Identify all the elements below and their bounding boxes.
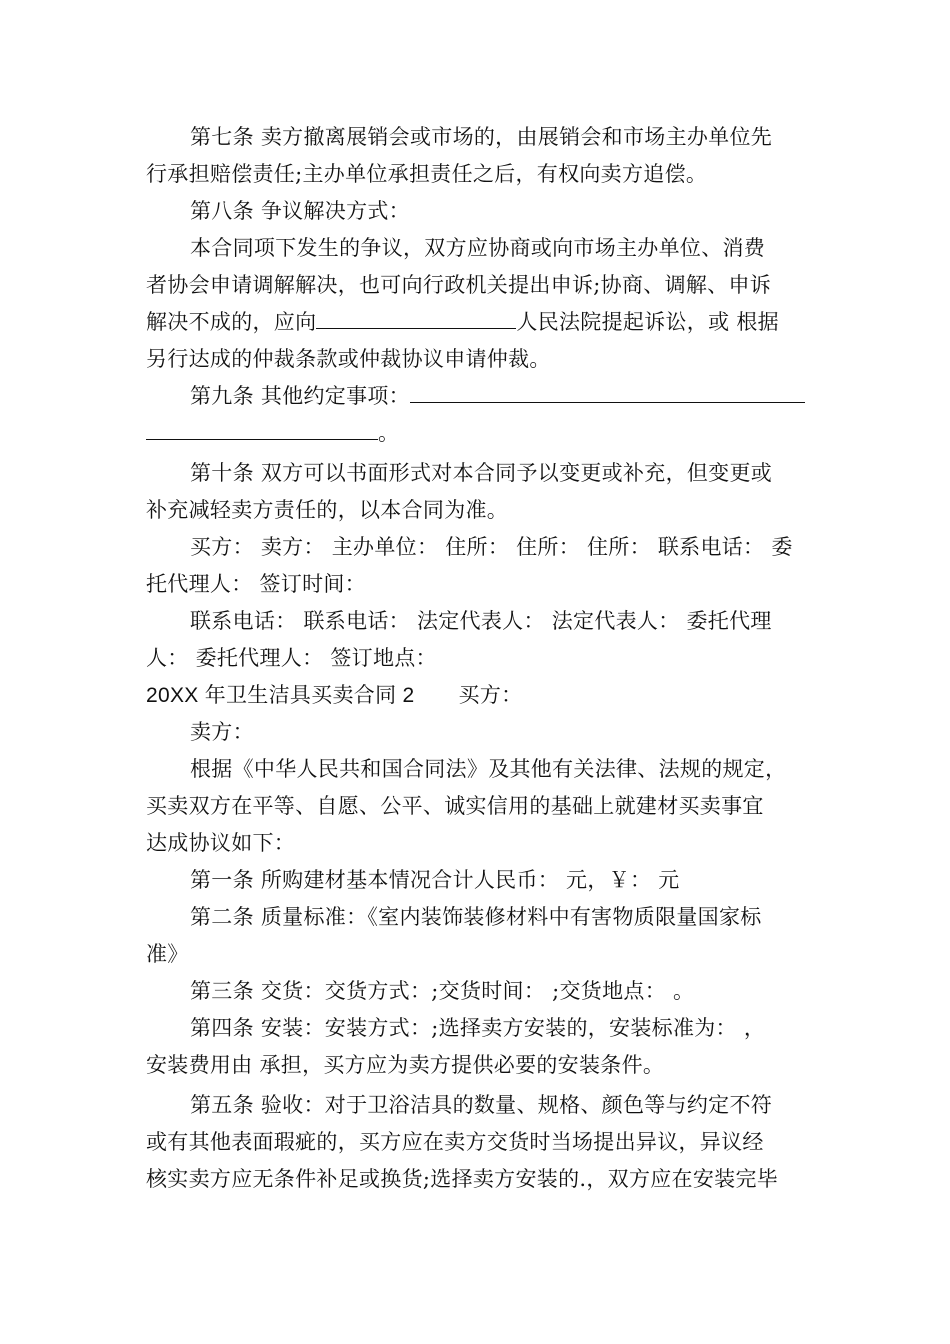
paragraph-line: 或有其他表面瑕疵的，买方应在卖方交货时当场提出异议，异议经: [146, 1130, 764, 1154]
paragraph-line: 行承担赔偿责任;主办单位承担责任之后，有权向卖方追偿。: [146, 162, 708, 186]
paragraph-line-with-blank: [146, 418, 399, 448]
paragraph-line: 者协会申请调解解决，也可向行政机关提出申诉;协商、调解、申诉: [146, 273, 772, 297]
paragraph-line: 第一条 所购建材基本情况合计人民币： 元，￥： 元: [190, 868, 680, 892]
line-text: 第九条 其他约定事项：: [190, 384, 410, 408]
paragraph-line: 补充减轻卖方责任的，以本合同为准。: [146, 498, 509, 522]
paragraph-line-with-blank: [190, 381, 805, 411]
paragraph-line: 核实卖方应无条件补足或换货;选择卖方安装的.，双方应在安装完毕: [146, 1167, 779, 1191]
paragraph-line: 第八条 争议解决方式：: [190, 199, 410, 223]
line-text: 。: [378, 421, 400, 445]
fill-in-blank[interactable]: [410, 382, 805, 403]
paragraph-line: 第三条 交货：交货方式：;交货时间： ;交货地点： 。: [190, 979, 695, 1003]
paragraph-line: 第四条 安装：安装方式：;选择卖方安装的，安装标准为： ，: [190, 1016, 766, 1040]
paragraph-line: 准》: [146, 942, 189, 966]
paragraph-line: 托代理人： 签订时间：: [146, 572, 366, 596]
fill-in-blank[interactable]: [316, 308, 516, 329]
line-text: 买方：: [458, 683, 523, 707]
paragraph-line: 第五条 验收：对于卫浴洁具的数量、规格、颜色等与约定不符: [190, 1093, 773, 1117]
section-heading: 20XX 年卫生洁具买卖合同 2: [146, 684, 415, 707]
paragraph-line: 达成协议如下：: [146, 831, 296, 855]
paragraph-line: 联系电话： 联系电话： 法定代表人： 法定代表人： 委托代理: [190, 609, 772, 633]
paragraph-line: 第七条 卖方撤离展销会或市场的，由展销会和市场主办单位先: [190, 125, 773, 149]
paragraph-line: 人： 委托代理人： 签订地点：: [146, 646, 437, 670]
paragraph-line: 第十条 双方可以书面形式对本合同予以变更或补充，但变更或: [190, 461, 773, 485]
line-text: 解决不成的，应向: [146, 310, 317, 334]
line-text: 人民法院提起诉讼，或 根据: [516, 310, 779, 334]
fill-in-blank[interactable]: [146, 419, 378, 440]
paragraph-line: 另行达成的仲裁条款或仲裁协议申请仲裁。: [146, 347, 551, 371]
paragraph-line: 买卖双方在平等、自愿、公平、诚实信用的基础上就建材买卖事宜: [146, 794, 764, 818]
paragraph-line: 买方： 卖方： 主办单位： 住所： 住所： 住所： 联系电话： 委: [190, 535, 793, 559]
paragraph-line: 卖方：: [190, 720, 254, 744]
paragraph-line: 本合同项下发生的争议，双方应协商或向市场主办单位、消费: [190, 236, 766, 260]
paragraph-line-with-blank: [146, 307, 779, 337]
paragraph-line: 第二条 质量标准：《室内装饰装修材料中有害物质限量国家标: [190, 905, 762, 929]
paragraph-line: 安装费用由 承担，买方应为卖方提供必要的安装条件。: [146, 1053, 665, 1077]
paragraph-line: 根据《中华人民共和国合同法》及其他有关法律、法规的规定，: [190, 757, 787, 781]
section-heading-line: [146, 680, 522, 711]
